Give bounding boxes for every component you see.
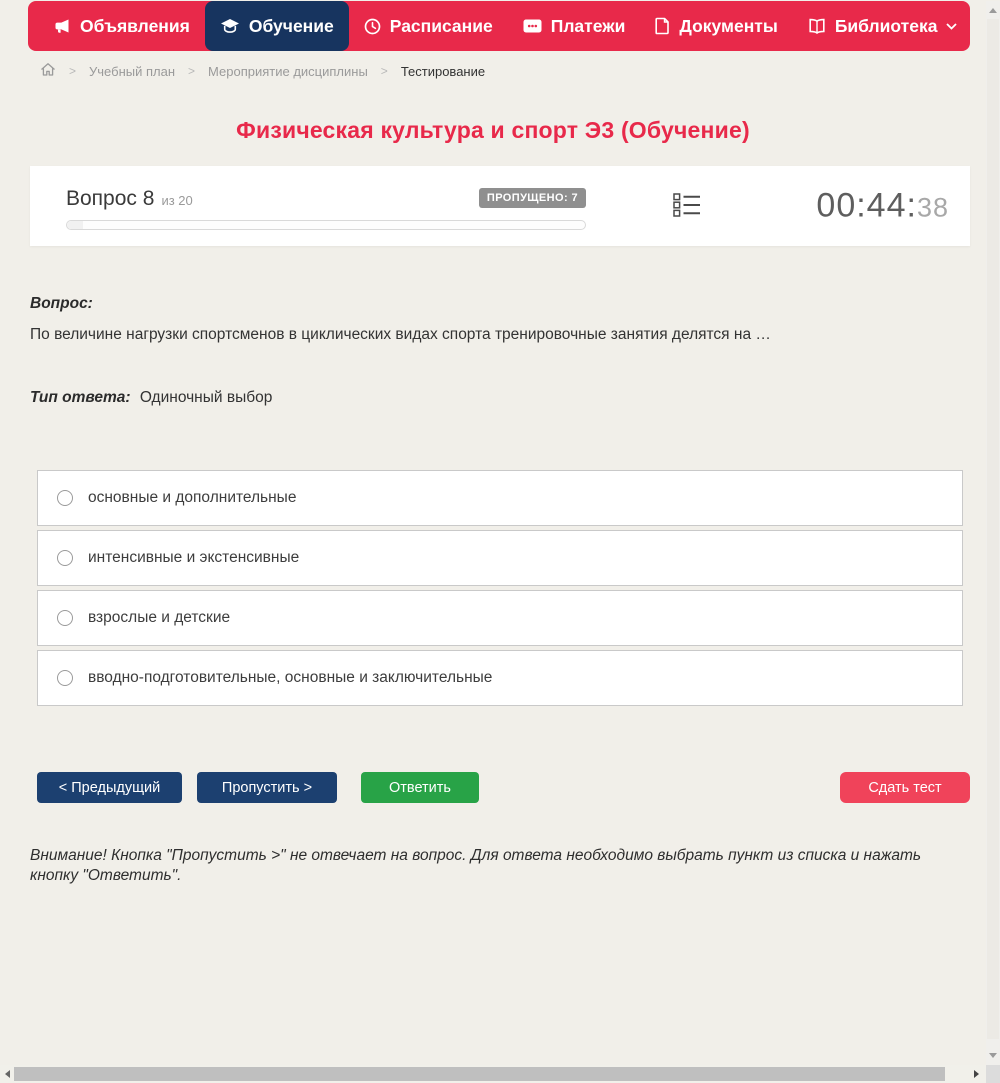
progress-bar	[66, 220, 586, 230]
document-icon	[655, 17, 670, 35]
answer-option-label: основные и дополнительные	[88, 489, 297, 506]
progress-bar-fill	[67, 221, 83, 229]
breadcrumb	[40, 62, 986, 80]
nav-item-label: Библиотека	[834, 15, 938, 36]
breadcrumb-curriculum[interactable]: Учебный план	[89, 63, 176, 79]
scroll-up-arrow-icon[interactable]	[989, 8, 997, 13]
megaphone-icon	[53, 17, 71, 35]
answer-option-1[interactable]	[37, 470, 963, 526]
nav-item-documents[interactable]	[640, 1, 792, 51]
timer	[816, 187, 949, 226]
radio-icon[interactable]	[57, 550, 73, 566]
vertical-scrollbar-thumb[interactable]	[987, 19, 999, 1039]
answer-option-2[interactable]	[37, 530, 963, 586]
nav-item-label: Объявления	[80, 15, 190, 36]
question-body	[30, 295, 956, 407]
nav-item-education[interactable]	[205, 1, 349, 51]
payments-icon	[523, 19, 542, 33]
timer-main: 00:44:	[816, 186, 917, 225]
skipped-badge: ПРОПУЩЕНО: 7	[479, 188, 586, 208]
question-header-card	[30, 166, 970, 246]
answer-button[interactable]: Ответить	[361, 772, 479, 803]
nav-item-schedule[interactable]	[349, 1, 508, 51]
graduation-cap-icon	[220, 17, 240, 35]
breadcrumb-separator: >	[380, 64, 388, 78]
horizontal-scrollbar[interactable]	[0, 1065, 986, 1083]
answer-option-3[interactable]	[37, 590, 963, 646]
answer-option-label: вводно-подготовительные, основные и заключительные	[88, 669, 493, 686]
main-navigation	[28, 1, 970, 51]
footer-note: Внимание! Кнопка "Пропустить >" не отвечает на вопрос. Для ответа необходимо выбрать пункт из списка и нажать кнопку "Ответить".	[30, 847, 922, 884]
scroll-down-arrow-icon[interactable]	[989, 1053, 997, 1058]
horizontal-scrollbar-thumb[interactable]	[14, 1067, 945, 1081]
previous-button[interactable]: < Предыдущий	[37, 772, 182, 803]
skip-button[interactable]: Пропустить >	[197, 772, 337, 803]
vertical-scrollbar[interactable]	[986, 1, 1000, 1065]
timer-seconds: 38	[916, 192, 949, 223]
nav-item-label: Расписание	[389, 15, 493, 36]
nav-item-label: Документы	[679, 15, 778, 36]
scroll-left-arrow-icon[interactable]	[5, 1070, 10, 1078]
breadcrumb-testing: Тестирование	[400, 63, 486, 79]
nav-item-label: Обучение	[248, 15, 334, 36]
radio-icon[interactable]	[57, 670, 73, 686]
scroll-right-arrow-icon[interactable]	[974, 1070, 979, 1078]
action-buttons	[37, 772, 970, 803]
answer-type-label: Тип ответа:	[30, 389, 131, 406]
scrollbar-corner	[986, 1065, 1000, 1083]
answer-type-value: Одиночный выбор	[139, 389, 273, 406]
nav-item-payments[interactable]	[508, 1, 641, 51]
page-title: Физическая культура и спорт Э3 (Обучение)	[236, 117, 750, 143]
nav-item-announcements[interactable]	[38, 1, 205, 51]
question-number: Вопрос 8	[66, 187, 155, 210]
answer-option-label: взрослые и детские	[88, 609, 231, 626]
nav-item-label: Платежи	[550, 15, 626, 36]
home-icon[interactable]	[40, 62, 56, 80]
breadcrumb-discipline-event[interactable]: Мероприятие дисциплины	[208, 63, 368, 79]
question-text: По величине нагрузки спортсменов в циклических видах спорта тренировочные занятия делятся на …	[30, 326, 771, 343]
question-label: Вопрос:	[30, 295, 93, 312]
answer-type-row	[30, 389, 956, 407]
book-icon	[808, 18, 826, 34]
chevron-down-icon	[946, 23, 957, 30]
answer-option-4[interactable]	[37, 650, 963, 706]
question-total: из 20	[161, 193, 193, 208]
breadcrumb-separator: >	[188, 64, 196, 78]
page-content	[0, 1, 986, 886]
question-progress-block	[66, 187, 586, 230]
radio-icon[interactable]	[57, 610, 73, 626]
question-list-icon[interactable]	[673, 192, 701, 223]
submit-test-button[interactable]: Сдать тест	[840, 772, 970, 803]
clock-icon	[364, 18, 381, 35]
answer-option-label: интенсивные и экстенсивные	[88, 549, 300, 566]
nav-item-library[interactable]	[793, 1, 973, 51]
breadcrumb-separator: >	[69, 64, 77, 78]
answer-options	[37, 470, 963, 706]
radio-icon[interactable]	[57, 490, 73, 506]
